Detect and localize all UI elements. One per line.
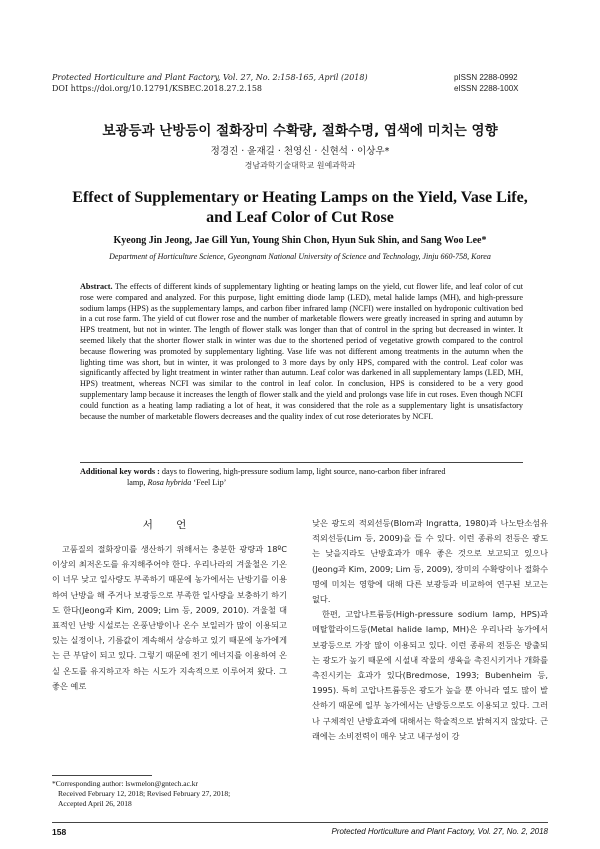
korean-affiliation: 경남과학기술대학교 원예과학과 <box>244 161 356 170</box>
footer-divider <box>52 822 548 823</box>
english-title-line2: and Leaf Color of Cut Rose <box>206 209 394 226</box>
abstract-text: The effects of different kinds of supplementary lighting or heating lamps on the yield, cut flower life, and leaf color of cut rose were compared and analyzed. For this purpose, light emitting diode lamp (LED), metal halide lamps (MH), and high-pressure sodium lamps (HPS) as the supplementary lamps, and carbon fiber infrared lamp (NCFI) were installed on hydroponic cultivation bed in a cut rose farm. The yield of cut flower rose and the number of marketable flowers were greatly increased in spring and autumn by HPS treatment, but not in winter. The length of flower stalk was longer than that of control in the spring but decreased in winter. It seemed likely that the shorter flower stalk in winter was due to the shortened period of vegetative growth compared to the control because flowering was promoted by supplementary lighting. Vase life was not different among treatments in the autumn when the lighting time was short, but in winter, it was prolonged to 3 more days by only HPS, compared with the control. Leaf color was significantly affected by light treatment in winter rather than autumn. Leaf color was darkened in all supplementary lamps (LED, MH, HPS) treatment, whereas NCFI was similar to the control in leaf color. In conclusion, HPS is considered to be a very good supplementary lamp because it increases the length of flower stalk and the yield and prolongs vase life in cut roses. Even though NCFI could function as a heating lamp radiating a lot of heat, it was considered that the role as a supplementary light is unsatisfactory because the number of marketable flowers decreases and the quality index of cut rose deteriorates by NCFI. <box>80 282 523 421</box>
keywords-label: Additional key words : <box>80 467 160 476</box>
keywords-line2-post: ‘Feel Lip’ <box>191 477 227 487</box>
intro-left-column: 고품질의 절화장미를 생산하기 위해서는 충분한 광량과 18ºC 이상의 최저온도를 유지해주어야 한다. 우리나라의 겨울철은 기온이 너무 낮고 일사량도 부족하기 때문에 농가에서는 난방기를 이용하여 난방을 해 주거나 보광등으로 부족한 일사량을 보충하기 하기도 한다(Jeong과 Kim, 2009; Lim 등, 2009, 2010). 겨울철 대표적인 난방 시설로는 온풍난방이나 온수 보일러가 많이 이용되고 있는 실정이나, 기름값이 계속해서 상승하고 있기 때문에 농가에게는 큰 부담이 되고 있다. 그렇기 때문에 전기 에너지를 이용하여 온실 온도를 유지하고자 하는 시도가 지속적으로 이루어져 왔다. 그 좋은 예로 <box>52 544 287 691</box>
english-affiliation: Department of Horticulture Science, Gyeongnam National University of Science and Technology, Jinju 660-758, Korea <box>109 252 491 261</box>
keywords-line2-pre: lamp, <box>127 477 148 487</box>
journal-citation: Protected Horticulture and Plant Factory, Vol. 27, No. 2:158-165, April (2018) <box>52 73 368 82</box>
footer-journal: Protected Horticulture and Plant Factory, Vol. 27, No. 2, 2018 <box>331 827 548 836</box>
abstract-divider <box>80 462 523 463</box>
corresponding-author: *Corresponding author: lswmelon@gntech.ac.kr <box>52 779 199 788</box>
keywords-line2 <box>80 478 523 489</box>
korean-authors: 정경진 · 윤재길 · 천영신 · 신현석 · 이상우* <box>210 146 390 157</box>
english-title-line1: Effect of Supplementary or Heating Lamps on the Yield, Vase Life, <box>72 189 528 206</box>
intro-right-column <box>312 516 548 744</box>
english-authors: Kyeong Jin Jeong, Jae Gill Yun, Young Shin Chon, Hyun Suk Shin, and Sang Woo Lee* <box>113 235 487 246</box>
received-date: Received February 12, 2018; Revised February 27, 2018; <box>58 789 231 798</box>
pissn: pISSN 2288-0992 <box>454 73 518 82</box>
issn-block <box>454 72 519 94</box>
keywords-line1: days to flowering, high-pressure sodium lamp, light source, nano-carbon fiber infrared <box>161 467 446 476</box>
doi-link[interactable]: DOI https://doi.org/10.12791/KSBEC.2018.27.2.158 <box>52 84 263 93</box>
footnote-divider <box>52 775 152 776</box>
korean-title: 보광등과 난방등이 절화장미 수확량, 절화수명, 엽색에 미치는 영향 <box>102 123 498 139</box>
footnote <box>52 779 230 809</box>
english-title <box>60 188 540 228</box>
journal-header <box>52 72 368 94</box>
page-number: 158 <box>52 827 67 837</box>
intro-right-paragraph-2: 한편, 고압나트륨등(High-pressure sodium lamp, HPS)과 메탈할라이드등(Metal halide lamp, MH)은 우리나라 농가에서 보광등으로 가장 많이 이용되고 있다. 이런 종류의 전등은 방출되는 광도가 높기 때문에 시설내 작물의 생육을 촉진시키거나 개화를 촉진시키는 효과가 있다(Bredmose, 1993; Bubenheim 등, 1995). 특히 고압나트륨등은 광도가 높을 뿐 아니라 열도 많이 발산하기 때문에 일부 농가에서는 난방등으로도 이용되고 있다. 그러나 구체적인 난방효과에 대해서는 학술적으로 밝혀지지 않았다. 근래에는 소비전력이 매우 낮고 내구성이 강 <box>312 609 548 741</box>
eissn: eISSN 2288-100X <box>454 84 519 93</box>
keywords <box>80 467 523 488</box>
abstract-label: Abstract. <box>80 282 113 291</box>
section-heading-introduction: 서 언 <box>142 519 197 531</box>
intro-right-paragraph-1: 낮은 광도의 적외선등(Blom과 Ingratta, 1980)과 나노탄소섬유적외선등(Lim 등, 2009)을 들 수 있다. 이런 종류의 전등은 광도는 낮을지라도 난방효과가 매우 좋은 것으로 보고되고 있으나(Jeong과 Kim, 2009; Lim 등, 2009), 장미의 수확량이나 절화수명에 미치는 영향에 대해 다른 보광등과 비교하여 연구된 보고는 없다. <box>312 518 548 605</box>
abstract <box>80 282 523 422</box>
accepted-date: Accepted April 26, 2018 <box>58 799 132 808</box>
keywords-species: Rosa hybrida <box>147 477 192 487</box>
